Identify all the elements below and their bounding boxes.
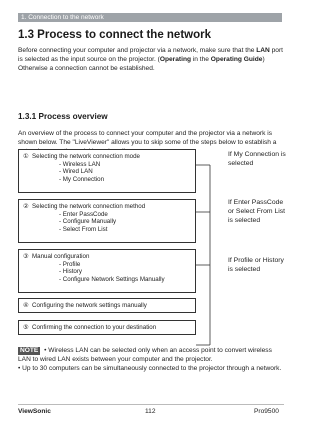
step-box-3 [18, 249, 196, 293]
section-label: 1. Connection to the network [21, 14, 104, 21]
step-2-item: - Enter PassCode [59, 210, 108, 218]
step-4-title: Configuring the network settings manually [32, 302, 147, 309]
step-1-item: - Wireless LAN [59, 160, 101, 168]
step-2-number: ② [23, 203, 29, 210]
step-2-title: Selecting the network connection method [32, 203, 146, 210]
note-badge: NOTE [20, 347, 39, 354]
side-note-profile: If Profile or History is selected [228, 257, 284, 273]
step-5-title: Confirming the connection to your destination [32, 324, 157, 331]
step-3-item: - Profile [59, 260, 81, 268]
section-subtitle: 1.3.1 Process overview [18, 112, 108, 121]
step-1-title: Selecting the network connection mode [32, 153, 141, 160]
step-2-item: - Configure Manually [59, 218, 117, 226]
step-4-number: ④ [23, 302, 29, 309]
step-1-number: ① [23, 153, 29, 160]
step-1-item: - My Connection [59, 175, 105, 183]
footer-brand: ViewSonic [18, 408, 51, 415]
step-3-number: ③ [23, 253, 29, 260]
step-5-number: ⑤ [23, 324, 29, 331]
step-2-item: - Select From List [59, 225, 108, 233]
overview-paragraph: An overview of the process to connect your computer and the projector via a network is shown below. The "LiveViewer" allows you to skip some of the steps below to establish a [18, 130, 277, 146]
page-number: 112 [145, 408, 156, 415]
note-block [18, 346, 284, 373]
footer-divider [18, 404, 284, 405]
intro-text-c: in the [191, 56, 211, 63]
operating-guide-term: Operating Guide [210, 56, 263, 63]
intro-text-a: Before connecting your computer and projector via a network, make sure that the [18, 47, 257, 54]
side-note-my-connection: If My Connection is selected [228, 151, 286, 167]
step-3-item: - Configure Network Settings Manually [59, 275, 165, 283]
operating-term: Operating [159, 56, 191, 63]
side-note-passcode: If Enter PassCode or Select From List is selected [228, 199, 286, 224]
intro-text-d: ) Otherwise a connection cannot be established. [18, 56, 265, 72]
step-box-1 [18, 149, 196, 193]
footer-model: Pro9500 [254, 408, 279, 415]
step-3-item: - History [59, 268, 83, 276]
step-box-4 [18, 298, 196, 313]
intro-text-b: port is selected as the input source on the projector. ( [18, 47, 284, 63]
lan-term: LAN [256, 47, 270, 54]
step-box-2 [18, 199, 196, 243]
step-3-title: Manual configuration [32, 253, 90, 260]
note-line-1: • Wireless LAN can be selected only when an access point to convert wireless LAN to wired LAN exists between your computer and the projector. [18, 347, 272, 363]
step-1-item: - Wired LAN [59, 168, 93, 176]
note-line-2: • Up to 30 computers can be simultaneously connected to the projector through a network. [18, 365, 282, 372]
page-title: 1.3 Process to connect the network [18, 29, 212, 41]
step-box-5 [18, 320, 196, 335]
